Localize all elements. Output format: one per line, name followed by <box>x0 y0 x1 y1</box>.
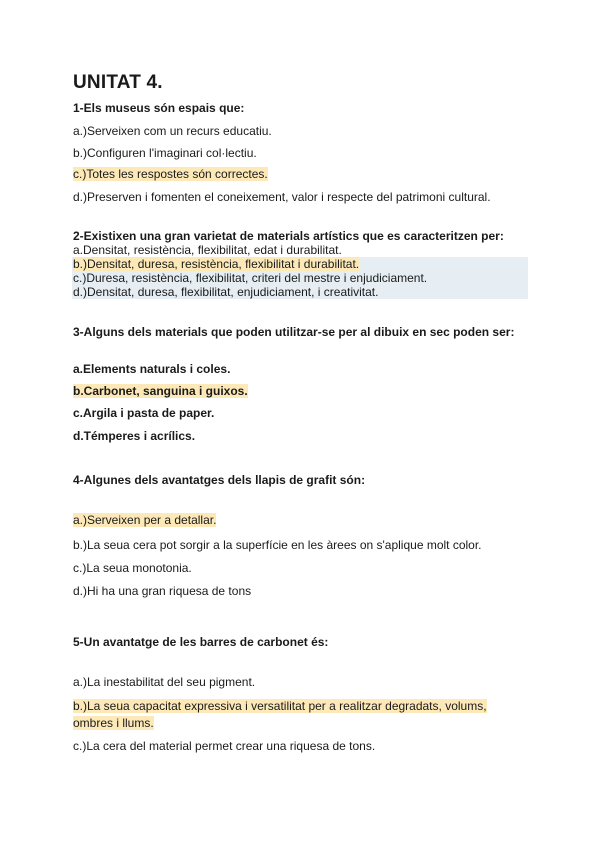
q3-option-b <box>73 384 248 398</box>
q2-correct-answer-highlight: b.)Densitat, duresa, resistència, flexibilitat i durabilitat. <box>73 257 360 271</box>
q3-option-a: a.Elements naturals i coles. <box>73 362 231 376</box>
q4-option-d: d.)Hi ha una gran riquesa de tons <box>73 584 252 598</box>
q4-correct-answer-highlight: a.)Serveixen per a detallar. <box>73 513 217 527</box>
q1-option-b: b.)Configuren l'imaginari col·lectiu. <box>73 146 257 160</box>
question-3: 3-Alguns dels materials que poden utilitzar-se per al dibuix en sec poden ser: <box>73 325 515 339</box>
q2-option-c: c.)Duresa, resistència, flexibilitat, criteri del mestre i enjudiciament. <box>73 271 428 285</box>
q5-option-a: a.)La inestabilitat del seu pigment. <box>73 675 256 689</box>
q1-option-a: a.)Serveixen com un recurs educatiu. <box>73 124 272 138</box>
q4-option-c: c.)La seua monotonia. <box>73 561 192 575</box>
q5-option-c: c.)La cera del material permet crear una riquesa de tons. <box>73 739 376 753</box>
q2-option-d: d.)Densitat, duresa, flexibilitat, enjudiciament, i creativitat. <box>73 285 379 299</box>
q3-option-c: c.Argila i pasta de paper. <box>73 406 215 420</box>
question-1: 1-Els museus són espais que: <box>73 101 245 115</box>
q4-option-b: b.)La seua cera pot sorgir a la superfície en les àrees on s'aplique molt color. <box>73 538 482 552</box>
q1-option-c <box>73 167 268 181</box>
q1-option-d: d.)Preserven i fomenten el coneixement, valor i respecte del patrimoni cultural. <box>73 190 491 204</box>
question-2: 2-Existixen una gran varietat de materials artístics que es caracteritzen per: <box>73 229 504 243</box>
page-title: UNITAT 4. <box>73 72 163 93</box>
question-4: 4-Algunes dels avantatges dels llapis de grafit són: <box>73 473 366 487</box>
q5-correct-answer-highlight: b.)La seua capacitat expressiva i versatilitat per a realitzar degradats, volums, ombres i llums. <box>73 699 487 730</box>
q4-option-a <box>73 513 216 527</box>
q2-option-b <box>72 257 528 271</box>
q3-correct-answer-highlight: b.Carbonet, sanguina i guixos. <box>73 384 248 398</box>
question-2-block <box>72 229 528 299</box>
q2-options-highlight-block <box>72 257 528 299</box>
q5-option-b <box>73 698 503 732</box>
q1-correct-answer-highlight: c.)Totes les respostes són correctes. <box>73 167 268 181</box>
q3-option-d: d.Témperes i acrílics. <box>73 429 196 443</box>
q2-option-a: a.Densitat, resistència, flexibilitat, edat i durabilitat. <box>73 243 342 257</box>
question-5: 5-Un avantatge de les barres de carbonet és: <box>73 635 329 649</box>
